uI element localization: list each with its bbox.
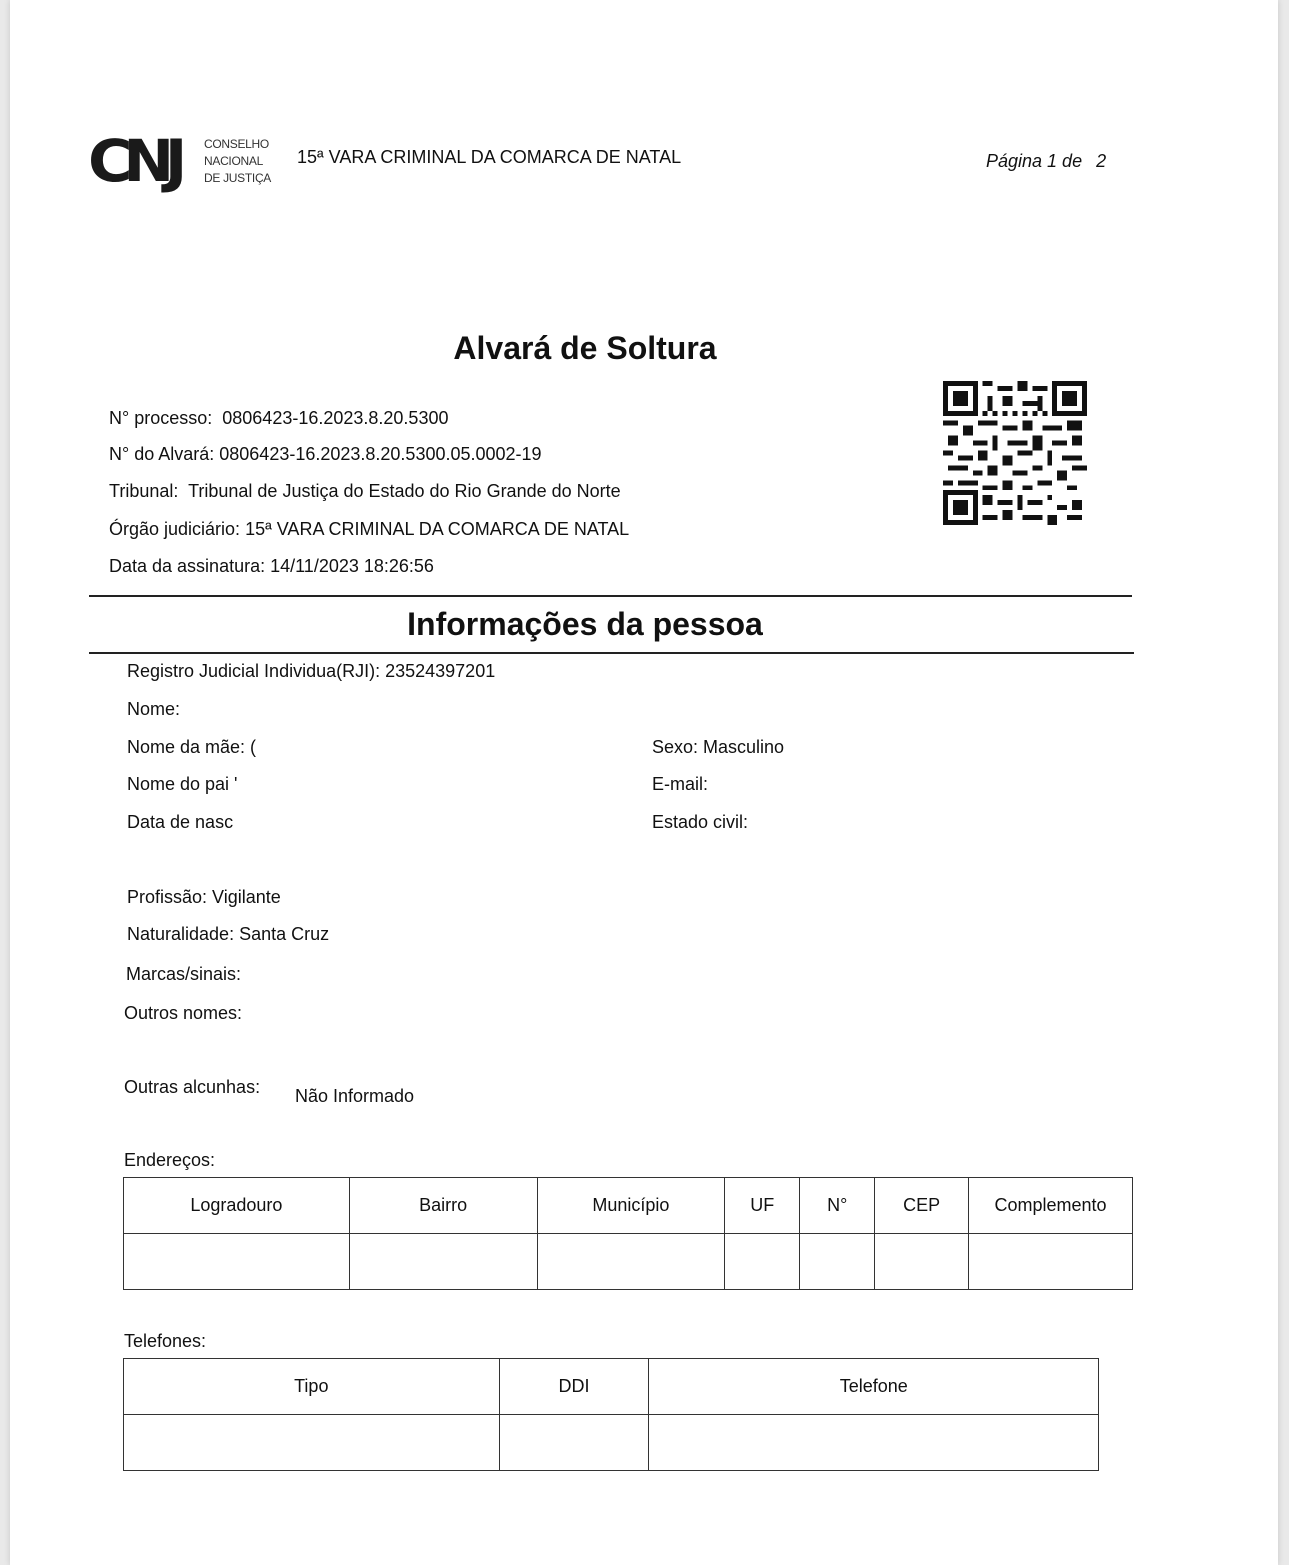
header-court-name: 15ª VARA CRIMINAL DA COMARCA DE NATAL (297, 147, 682, 167)
nome-pai: Nome do pai ' (127, 774, 238, 794)
logo-line: DE JUSTIÇA (204, 171, 272, 185)
outros-nomes: Outros nomes: (124, 1003, 243, 1023)
process-number (109, 408, 448, 429)
cell-logradouro (124, 1234, 350, 1290)
nome: Nome: (127, 699, 181, 719)
header-logradouro: Logradouro (124, 1178, 350, 1234)
cell-numero (800, 1234, 875, 1290)
cell-cep (875, 1234, 969, 1290)
field-value: Tribunal de Justiça do Estado do Rio Grande do Norte (188, 481, 621, 501)
cnj-logo (88, 127, 288, 195)
field-label: Data da assinatura: (109, 556, 266, 576)
document-title: Alvará de Soltura (453, 330, 717, 366)
document-page (10, 0, 1278, 1565)
table-header-row (124, 1178, 1133, 1234)
field-value: 15ª VARA CRIMINAL DA COMARCA DE NATAL (245, 519, 630, 539)
cell-telefone (649, 1415, 1099, 1471)
table-row (124, 1234, 1133, 1290)
nome-mae: Nome da mãe: ( (127, 737, 257, 757)
header-telefone: Telefone (649, 1359, 1099, 1415)
field-value: 0806423-16.2023.8.20.5300.05.0002-19 (219, 444, 542, 464)
estado-civil: Estado civil: (652, 812, 749, 832)
field-label: Tribunal: (109, 481, 179, 501)
data-nascimento: Data de nasc (127, 812, 234, 832)
header-numero: N° (800, 1178, 875, 1234)
page-total: 2 (1096, 151, 1107, 171)
sexo: Sexo: Masculino (652, 737, 785, 757)
cnj-logo-text (204, 136, 271, 187)
telefones-label: Telefones: (124, 1331, 207, 1351)
page-indicator (986, 151, 1106, 172)
field-value: 0806423-16.2023.8.20.5300 (222, 408, 449, 428)
header-cep: CEP (875, 1178, 969, 1234)
cell-bairro (349, 1234, 537, 1290)
naturalidade: Naturalidade: Santa Cruz (127, 924, 330, 944)
header-bairro: Bairro (349, 1178, 537, 1234)
header-uf: UF (725, 1178, 800, 1234)
header-complemento: Complemento (969, 1178, 1133, 1234)
cell-municipio (537, 1234, 725, 1290)
field-label: Órgão judiciário: (109, 519, 241, 539)
cell-ddi (499, 1415, 649, 1471)
field-label: N° processo: (109, 408, 213, 428)
rji: Registro Judicial Individua(RJI): 23524397201 (127, 661, 496, 681)
table-header-row (124, 1359, 1099, 1415)
table-row (124, 1415, 1099, 1471)
divider-bottom (89, 652, 1134, 654)
telefones-table (123, 1358, 1099, 1471)
header-municipio: Município (537, 1178, 725, 1234)
email: E-mail: (652, 774, 709, 794)
page-label: Página 1 de (986, 151, 1083, 171)
enderecos-table (123, 1177, 1133, 1290)
field-value: 14/11/2023 18:26:56 (270, 556, 434, 576)
orgao-judiciario (109, 519, 629, 540)
logo-line: NACIONAL (204, 154, 263, 168)
alvara-number (109, 444, 542, 465)
section-title: Informações da pessoa (407, 606, 763, 642)
header-ddi: DDI (499, 1359, 649, 1415)
cell-complemento (969, 1234, 1133, 1290)
logo-line: CONSELHO (204, 137, 269, 151)
enderecos-label: Endereços: (124, 1150, 216, 1170)
outras-alcunhas-label: Outras alcunhas: (124, 1077, 261, 1097)
cnj-logo-mark: CNJ (88, 127, 178, 195)
marcas-sinais: Marcas/sinais: (126, 964, 242, 984)
outras-alcunhas-value: Não Informado (295, 1086, 415, 1106)
cell-tipo (124, 1415, 500, 1471)
header-tipo: Tipo (124, 1359, 500, 1415)
cell-uf (725, 1234, 800, 1290)
divider-top (89, 595, 1132, 597)
tribunal (109, 481, 621, 502)
field-label: N° do Alvará: (109, 444, 215, 464)
data-assinatura (109, 556, 434, 577)
qr-code-icon (942, 381, 1088, 525)
profissao: Profissão: Vigilante (127, 887, 281, 907)
qr-code (942, 381, 1088, 525)
